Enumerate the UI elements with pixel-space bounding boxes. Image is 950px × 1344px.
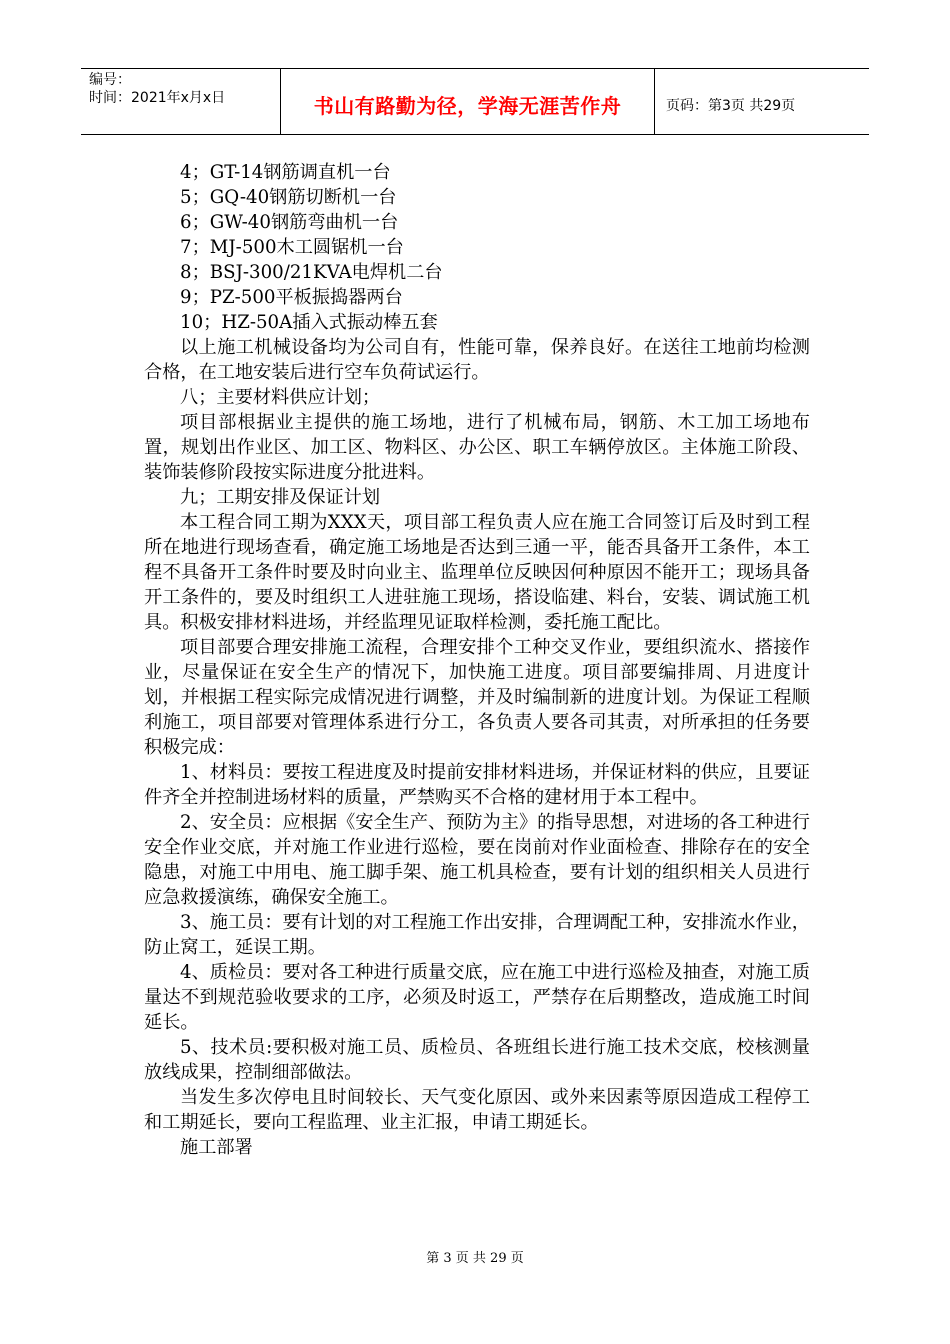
- header-motto: 书山有路勤为径，学海无涯苦作舟: [313, 94, 622, 118]
- schedule-paragraph: 本工程合同工期为XXX天，项目部工程负责人应在施工合同签订后及时到工程所在地进行现场查看，确定施工场地是否达到三通一平，能否具备开工条件，本工程不具备开工条件时要及时向业主、监理单位反映因何种原因不能开工；现场具备开工条件的，要及时组织工人进驻施工现场，搭设临建、料台，安装、调试施工机具。积极安排材料进场，并经监理见证取样检测，委托施工配比。: [144, 512, 810, 633]
- equipment-item-9: 9；PZ-500平板振捣器两台: [180, 287, 403, 308]
- duty-material-clerk: 1、材料员：要按工程进度及时提前安排材料进场，并保证材料的供应，且要证件齐全并控制进场材料的质量，严禁购买不合格的建材用于本工程中。: [144, 762, 810, 808]
- equipment-summary-paragraph: 以上施工机械设备均为公司自有，性能可靠，保养良好。在送往工地前均检测合格，在工地安装后进行空车负荷试运行。: [144, 337, 810, 383]
- header-info-cell: [81, 69, 281, 134]
- equipment-item-8: 8；BSJ-300/21KVA电焊机二台: [180, 262, 443, 283]
- page-footer: 第 3 页 共 29 页: [426, 1251, 524, 1266]
- duty-safety-officer: 2、安全员：应根据《安全生产、预防为主》的指导思想，对进场的各工种进行安全作业交底，并对施工作业进行巡检，要在岗前对作业面检查、排除存在的安全隐患，对施工中用电、施工脚手架、施工机具检查，要有计划的组织相关人员进行应急救援演练，确保安全施工。: [144, 812, 810, 908]
- equipment-item-10: 10；HZ-50A插入式振动棒五套: [180, 312, 438, 333]
- section-heading-9: 九；工期安排及保证计划: [180, 487, 381, 508]
- duty-quality-inspector: 4、质检员：要对各工种进行质量交底，应在施工中进行巡检及抽查，对施工质量达不到规范验收要求的工序，必须及时返工，严禁存在后期整改，造成施工时间延长。: [144, 962, 810, 1033]
- delay-paragraph: 当发生多次停电且时间较长、天气变化原因、或外来因素等原因造成工程停工和工期延长，要向工程监理、业主汇报，申请工期延长。: [144, 1087, 810, 1133]
- material-supply-paragraph: 项目部根据业主提供的施工场地，进行了机械布局，钢筋、木工加工场地布置，规划出作业区、加工区、物料区、办公区、职工车辆停放区。主体施工阶段、装饰装修阶段按实际进度分批进料。: [144, 412, 810, 483]
- section-heading-deployment: 施工部署: [180, 1137, 253, 1158]
- equipment-item-5: 5；GQ-40钢筋切断机一台: [180, 187, 397, 208]
- header-page-number: 页码：第3页 共29页: [666, 97, 796, 114]
- page-header: [81, 68, 869, 135]
- document-body: [144, 160, 810, 1160]
- header-motto-cell: [281, 69, 655, 134]
- document-date-label: 时间：2021年x月x日: [89, 90, 226, 106]
- workflow-paragraph: 项目部要合理安排施工流程，合理安排个工种交叉作业，要组织流水、搭接作业，尽量保证在安全生产的情况下，加快施工进度。项目部要编排周、月进度计划，并根据工程实际完成情况进行调整，并及时编制新的进度计划。为保证工程顺利施工，项目部要对管理体系进行分工，各负责人要各司其责，对所承担的任务要积极完成：: [144, 637, 810, 758]
- duty-construction-officer: 3、施工员：要有计划的对工程施工作出安排，合理调配工种，安排流水作业，防止窝工，延误工期。: [144, 912, 810, 958]
- header-page-cell: [655, 69, 869, 134]
- equipment-item-4: 4；GT-14钢筋调直机一台: [180, 162, 391, 183]
- duty-technician: 5、技术员:要积极对施工员、质检员、各班组长进行施工技术交底，校核测量放线成果，控制细部做法。: [144, 1037, 810, 1083]
- document-number-label: 编号：: [89, 72, 131, 88]
- section-heading-8: 八；主要材料供应计划；: [180, 387, 381, 408]
- equipment-item-7: 7；MJ-500木工圆锯机一台: [180, 237, 404, 258]
- equipment-item-6: 6；GW-40钢筋弯曲机一台: [180, 212, 399, 233]
